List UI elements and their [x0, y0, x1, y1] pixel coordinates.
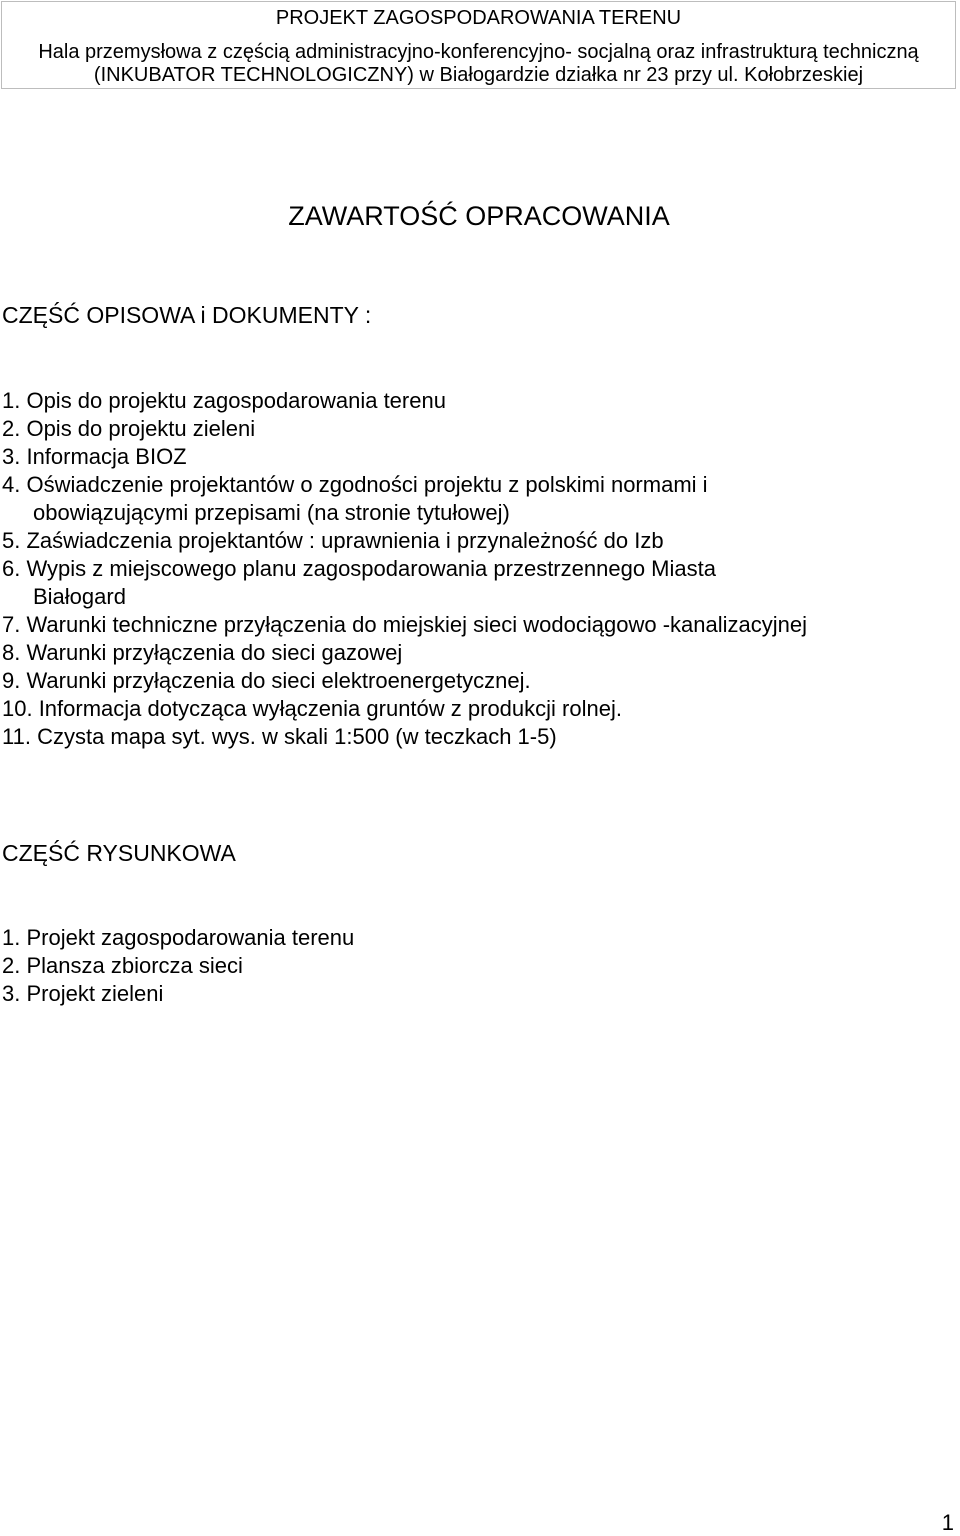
document-header: [1, 1, 956, 89]
drawings-section-heading: CZĘŚĆ RYSUNKOWA: [2, 840, 236, 866]
list-item: 11. Czysta mapa syt. wys. w skali 1:500 (w teczkach 1-5): [2, 724, 557, 749]
project-description-line-2: (INKUBATOR TECHNOLOGICZNY) w Białogardzie działka nr 23 przy ul. Kołobrzeskiej: [93, 64, 864, 86]
descriptive-items-list: [2, 387, 807, 751]
list-item: 9. Warunki przyłączenia do sieci elektroenergetycznej.: [2, 668, 531, 693]
list-item: 2. Opis do projektu zieleni: [2, 416, 256, 441]
page-number: 1: [941, 1510, 954, 1535]
list-item: 5. Zaświadczenia projektantów : uprawnienia i przynależność do Izb: [2, 528, 664, 553]
list-item: 2. Plansza zbiorcza sieci: [2, 953, 243, 978]
project-description-line-1: Hala przemysłowa z częścią administracyjno-konferencyjno- socjalną oraz infrastrukturą techniczną: [38, 41, 919, 63]
list-item: 6. Wypis z miejscowego planu zagospodarowania przestrzennego Miasta Białogard: [2, 556, 716, 609]
list-item: 8. Warunki przyłączenia do sieci gazowej: [2, 640, 403, 665]
list-item: 3. Projekt zieleni: [2, 981, 164, 1006]
list-item: 3. Informacja BIOZ: [2, 444, 187, 469]
drawings-items-list: [2, 924, 354, 1008]
descriptive-section-heading: CZĘŚĆ OPISOWA i DOKUMENTY :: [2, 302, 372, 328]
list-item: 4. Oświadczenie projektantów o zgodności projektu z polskimi normami i obowiązującymi przepisami (na stronie tytułowej): [2, 472, 708, 525]
document-title: ZAWARTOŚĆ OPRACOWANIA: [288, 201, 670, 231]
list-item: 1. Projekt zagospodarowania terenu: [2, 925, 355, 950]
list-item: 1. Opis do projektu zagospodarowania terenu: [2, 388, 446, 413]
project-title: PROJEKT ZAGOSPODAROWANIA TERENU: [275, 7, 682, 29]
list-item: 10. Informacja dotycząca wyłączenia gruntów z produkcji rolnej.: [2, 696, 622, 721]
list-item: 7. Warunki techniczne przyłączenia do miejskiej sieci wodociągowo -kanalizacyjnej: [2, 612, 807, 637]
